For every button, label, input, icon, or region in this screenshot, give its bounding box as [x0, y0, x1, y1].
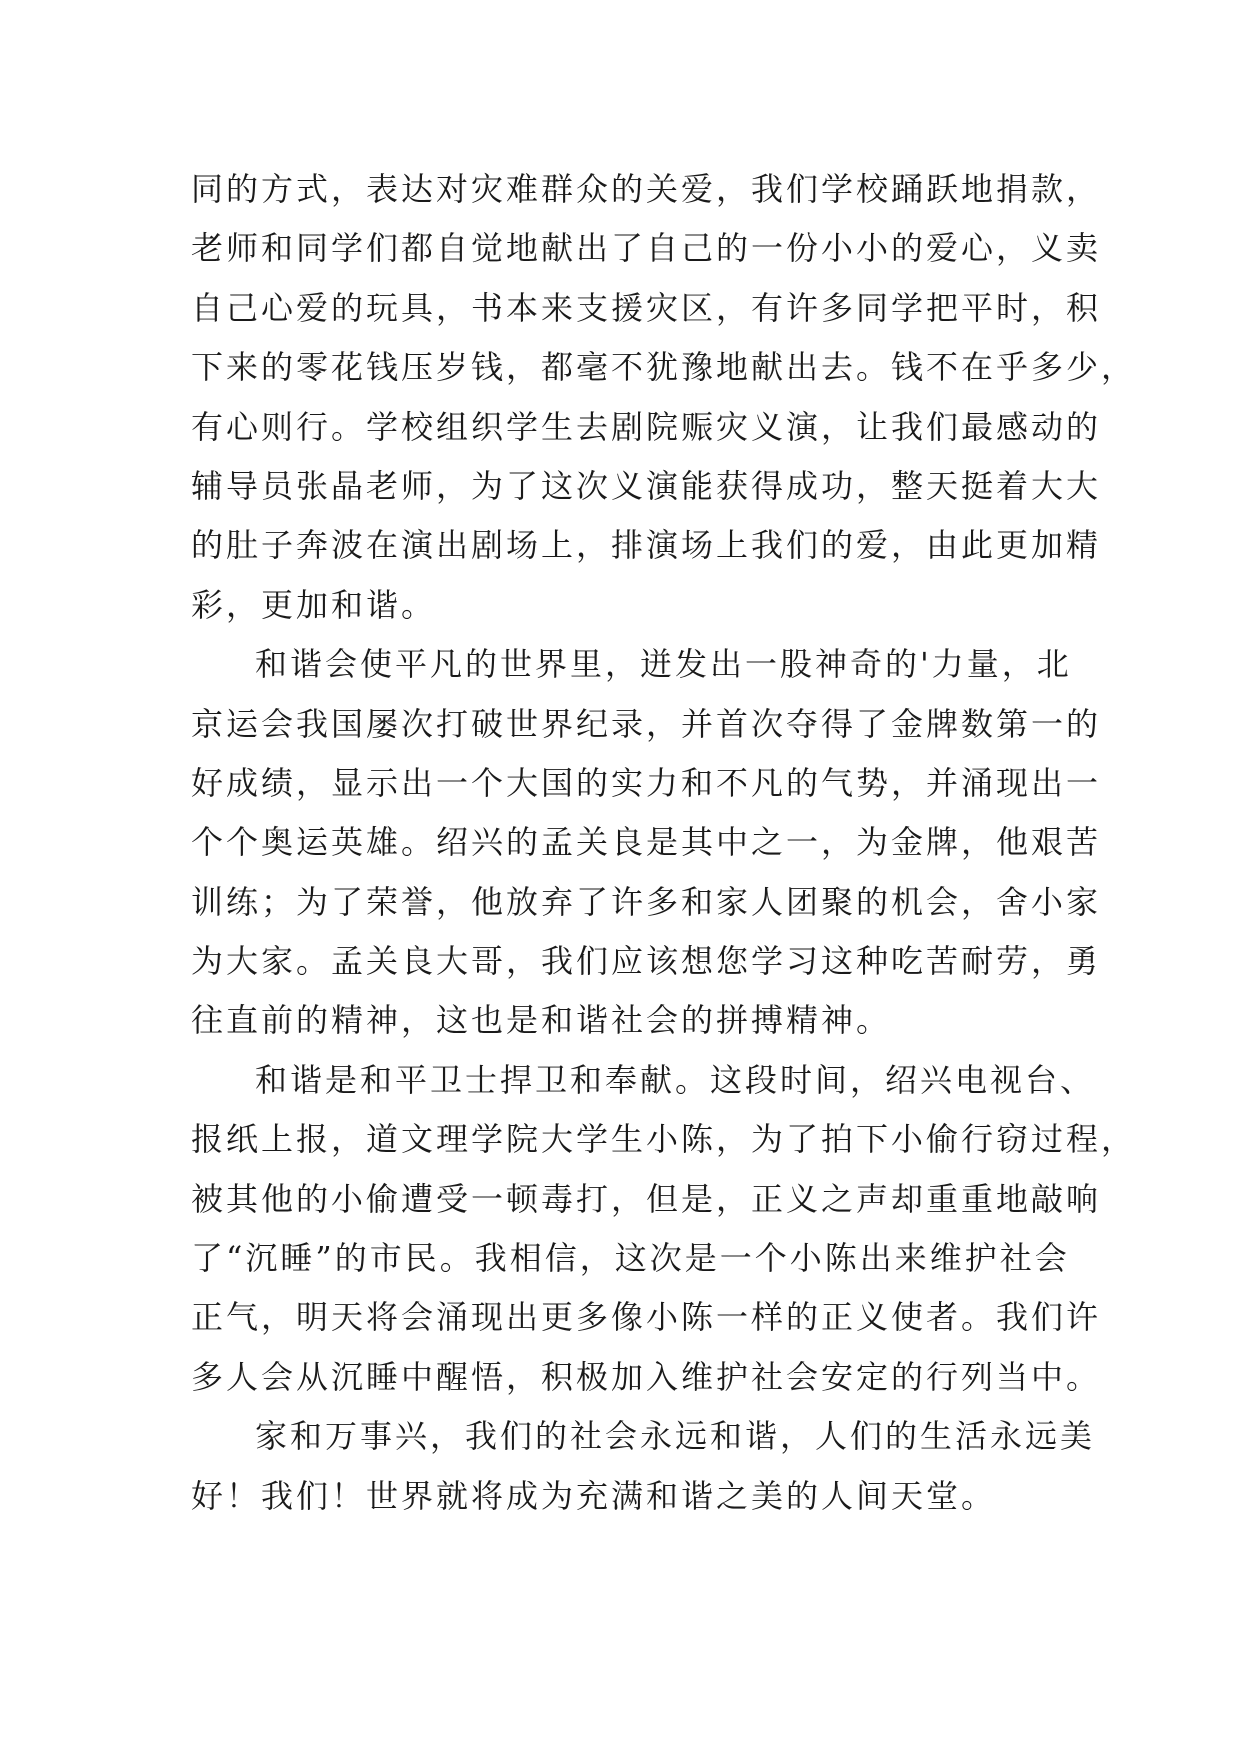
- text-line: 有心则行。学校组织学生去剧院赈灾义演，让我们最感动的: [191, 407, 1102, 446]
- text-line: 彩，更加和谐。: [191, 585, 437, 624]
- text-line: 个个奥运英雄。绍兴的孟关良是其中之一，为金牌，他艰苦: [191, 823, 1102, 862]
- text-line: 老师和同学们都自觉地献出了自己的一份小小的爱心，义卖: [191, 229, 1102, 268]
- text-line: 京运会我国屡次打破世界纪录，并首次夺得了金牌数第一的: [191, 704, 1102, 743]
- text-line: 辅导员张晶老师，为了这次义演能获得成功，整天挺着大大: [191, 466, 1102, 505]
- text-line: 好成绩，显示出一个大国的实力和不凡的气势，并涌现出一: [191, 763, 1102, 802]
- text-line: 自己心爱的玩具，书本来支援灾区，有许多同学把平时，积: [191, 288, 1102, 327]
- text-line: 报纸上报，道文理学院大学生小陈，为了拍下小偷行窃过程，: [191, 1120, 1137, 1159]
- text-line: 正气，明天将会涌现出更多像小陈一样的正义使者。我们许: [191, 1298, 1102, 1337]
- document-body: [191, 160, 1137, 1526]
- text-line: 为大家。孟关良大哥，我们应该想您学习这种吃苦耐劳，勇: [191, 942, 1102, 981]
- paragraph-first-line: 家和万事兴，我们的社会永远和谐，人们的生活永远美: [255, 1417, 1096, 1456]
- text-line: 被其他的小偷遭受一顿毒打，但是，正义之声却重重地敲响: [191, 1179, 1102, 1218]
- text-line: 多人会从沉睡中醒悟，积极加入维护社会安定的行列当中。: [191, 1357, 1102, 1396]
- text-line: 训练；为了荣誉，他放弃了许多和家人团聚的机会，舍小家: [191, 882, 1102, 921]
- text-line: 好！我们！世界就将成为充满和谐之美的人间天堂。: [191, 1476, 997, 1515]
- paragraph-first-line: 和谐是和平卫士捍卫和奉献。这段时间，绍兴电视台、: [255, 1060, 1096, 1099]
- text-line: 的肚子奔波在演出剧场上，排演场上我们的爱，由此更加精: [191, 526, 1102, 565]
- text-line: 同的方式，表达对灾难群众的关爱，我们学校踊跃地捐款，: [191, 170, 1102, 208]
- text-line: 往直前的精神，这也是和谐社会的拼搏精神。: [191, 1001, 892, 1040]
- text-line: 了“沉睡”的市民。我相信，这次是一个小陈出来维护社会: [191, 1239, 1070, 1278]
- text-line: 下来的零花钱压岁钱，都毫不犹豫地献出去。钱不在乎多少，: [191, 348, 1137, 387]
- paragraph-first-line: 和谐会使平凡的世界里，迸发出一股神奇的'力量，北: [255, 645, 1072, 684]
